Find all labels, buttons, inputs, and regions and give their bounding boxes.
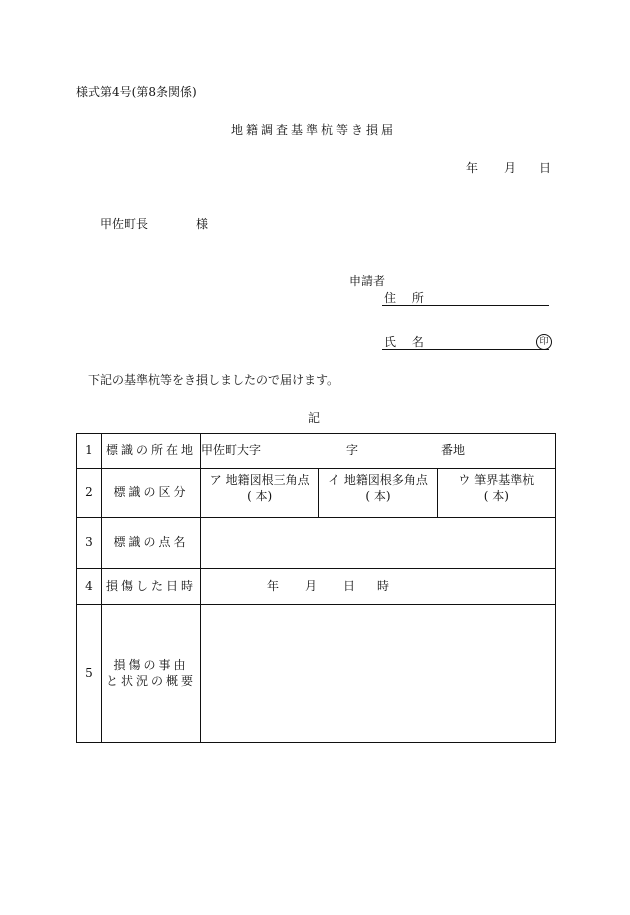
row-number: 3 bbox=[77, 518, 102, 569]
row-number: 2 bbox=[77, 469, 102, 518]
form-number: 様式第4号(第8条関係) bbox=[76, 85, 197, 99]
row-label-damage-datetime: 損傷した日時 bbox=[102, 569, 201, 605]
location-value[interactable] bbox=[201, 434, 556, 469]
location-oaza: 甲佐町大字 bbox=[201, 443, 262, 458]
table-row bbox=[77, 569, 556, 605]
date-year: 年 bbox=[466, 161, 479, 175]
datetime-day: 日 bbox=[343, 578, 356, 593]
row-number: 4 bbox=[77, 569, 102, 605]
name-underline bbox=[382, 349, 549, 350]
addressee-name: 甲佐町長 bbox=[100, 217, 149, 231]
option-label: ウ 筆界基準杭 bbox=[458, 473, 535, 487]
datetime-month: 月 bbox=[305, 578, 318, 593]
location-banchi: 番地 bbox=[441, 443, 466, 458]
option-count: ( 本) bbox=[365, 488, 391, 503]
applicant-label: 申請者 bbox=[349, 274, 386, 288]
row-label-category: 標識の区分 bbox=[102, 469, 201, 518]
row-label-damage-reason bbox=[102, 605, 201, 743]
date-month: 月 bbox=[504, 161, 517, 175]
table-row bbox=[77, 434, 556, 469]
option-triangulation[interactable] bbox=[201, 469, 319, 518]
row-number: 5 bbox=[77, 605, 102, 743]
intro-text: 下記の基準杭等をき損しましたので届けます。 bbox=[88, 373, 340, 387]
label-line: と状況の概要 bbox=[105, 673, 196, 688]
point-name-value[interactable] bbox=[201, 518, 556, 569]
option-count: ( 本) bbox=[247, 488, 273, 503]
seal-mark: 印 bbox=[536, 334, 552, 350]
document-title: 地籍調査基準杭等き損届 bbox=[231, 123, 397, 137]
date-day: 日 bbox=[539, 161, 552, 175]
row-label-point-name: 標識の点名 bbox=[102, 518, 201, 569]
damage-reason-value[interactable] bbox=[201, 605, 556, 743]
address-label: 住 所 bbox=[384, 291, 430, 305]
form-table bbox=[76, 433, 556, 743]
datetime-hour: 時 bbox=[377, 578, 390, 593]
label-line: 損傷の事由 bbox=[113, 657, 189, 672]
option-label: イ 地籍図根多角点 bbox=[328, 473, 428, 487]
option-count: ( 本) bbox=[483, 488, 509, 503]
address-underline bbox=[382, 305, 549, 306]
option-traverse[interactable] bbox=[319, 469, 437, 518]
location-aza: 字 bbox=[346, 443, 359, 458]
name-label: 氏 名 bbox=[384, 335, 430, 349]
option-label: ア 地籍図根三角点 bbox=[209, 473, 310, 487]
option-boundary-stake[interactable] bbox=[437, 469, 555, 518]
row-label-location: 標識の所在地 bbox=[102, 434, 201, 469]
table-row bbox=[77, 518, 556, 569]
datetime-year: 年 bbox=[267, 578, 280, 593]
addressee-honorific: 様 bbox=[196, 217, 209, 231]
ki-label: 記 bbox=[308, 411, 321, 425]
table-row bbox=[77, 469, 556, 518]
row-number: 1 bbox=[77, 434, 102, 469]
table-row bbox=[77, 605, 556, 743]
damage-datetime-value[interactable] bbox=[201, 569, 556, 605]
